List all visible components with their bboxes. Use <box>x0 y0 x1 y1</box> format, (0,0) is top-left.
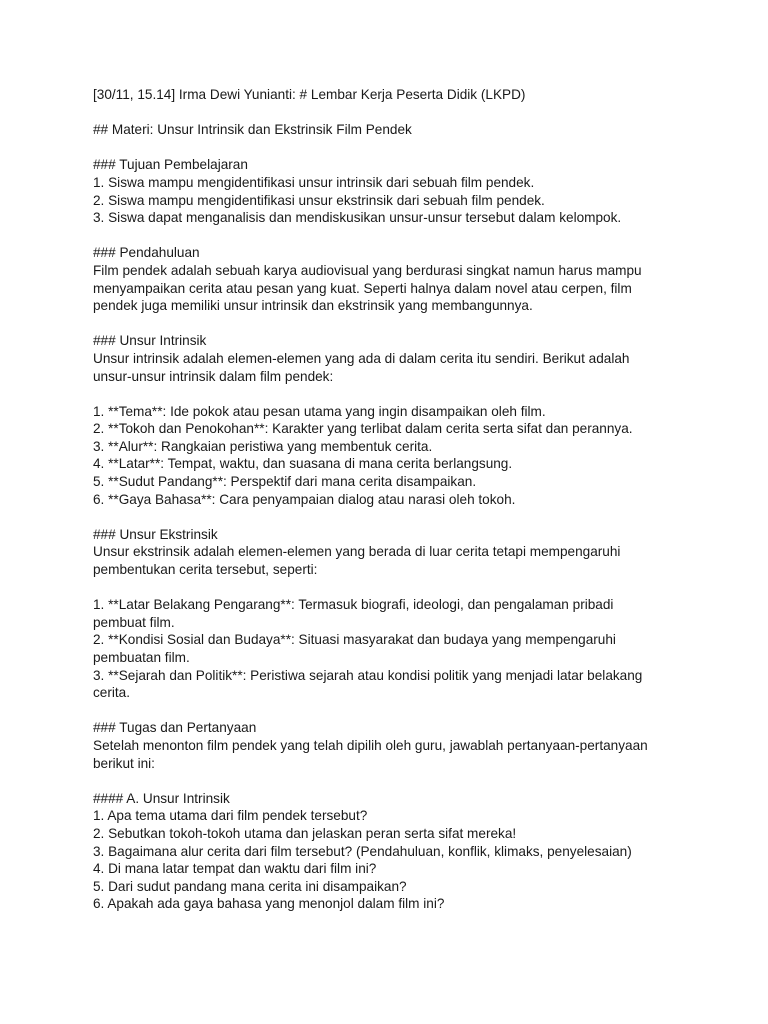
question-item: 4. Di mana latar tempat dan waktu dari film ini? <box>93 861 377 877</box>
spacer <box>93 579 693 597</box>
question-item: 1. Apa tema utama dari film pendek tersebut? <box>93 808 368 824</box>
ekstrinsik-item: 1. **Latar Belakang Pengarang**: Termasuk biografi, ideologi, dan pengalaman pribadi <box>93 597 614 613</box>
spacer <box>93 385 693 403</box>
tujuan-item: 2. Siswa mampu mengidentifikasi unsur ekstrinsik dari sebuah film pendek. <box>93 192 545 208</box>
ekstrinsik-item: pembuatan film. <box>93 650 190 665</box>
document-page <box>93 86 693 913</box>
question-item: 2. Sebutkan tokoh-tokoh utama dan jelaskan peran serta sifat mereka! <box>93 825 517 841</box>
ekstrinsik-intro: pembentukan cerita tersebut, seperti: <box>93 562 318 578</box>
question-item: 5. Dari sudut pandang mana cerita ini disampaikan? <box>93 878 407 894</box>
pendahuluan-heading: ### Pendahuluan <box>93 245 200 261</box>
header-line: [30/11, 15.14] Irma Dewi Yunianti: # Lembar Kerja Peserta Didik (LKPD) <box>93 87 526 102</box>
pendahuluan-text: menyampaikan cerita atau pesan yang kuat. Seperti halnya dalam novel atau cerpen, film <box>93 280 632 296</box>
spacer <box>93 104 693 122</box>
spacer <box>93 315 693 333</box>
materi-heading: ## Materi: Unsur Intrinsik dan Ekstrinsik Film Pendek <box>93 122 412 138</box>
intrinsik-item: 3. **Alur**: Rangkaian peristiwa yang membentuk cerita. <box>93 438 433 454</box>
intrinsik-heading: ### Unsur Intrinsik <box>93 333 207 349</box>
tugas-intro: berikut ini: <box>93 755 155 771</box>
question-item: 3. Bagaimana alur cerita dari film tersebut? (Pendahuluan, konflik, klimaks, penyelesaian) <box>93 843 632 859</box>
tugas-a-heading: #### A. Unsur Intrinsik <box>93 790 230 806</box>
intrinsik-item: 2. **Tokoh dan Penokohan**: Karakter yang terlibat dalam cerita serta sifat dan perannya. <box>93 421 633 437</box>
spacer <box>93 702 693 720</box>
tujuan-item: 3. Siswa dapat menganalisis dan mendiskusikan unsur-unsur tersebut dalam kelompok. <box>93 210 622 226</box>
pendahuluan-text: pendek juga memiliki unsur intrinsik dan ekstrinsik yang membangunnya. <box>93 298 533 314</box>
ekstrinsik-item: pembuat film. <box>93 614 175 630</box>
spacer <box>93 772 693 790</box>
pendahuluan-text: Film pendek adalah sebuah karya audiovisual yang berdurasi singkat namun harus mampu <box>93 262 642 278</box>
tugas-heading: ### Tugas dan Pertanyaan <box>93 720 257 736</box>
intrinsik-item: 1. **Tema**: Ide pokok atau pesan utama yang ingin disampaikan oleh film. <box>93 403 546 419</box>
intrinsik-item: 6. **Gaya Bahasa**: Cara penyampaian dialog atau narasi oleh tokoh. <box>93 491 516 507</box>
ekstrinsik-intro: Unsur ekstrinsik adalah elemen-elemen yang berada di luar cerita tetapi mempengaruhi <box>93 544 621 560</box>
intrinsik-intro: Unsur intrinsik adalah elemen-elemen yang ada di dalam cerita itu sendiri. Berikut adalah <box>93 350 630 366</box>
ekstrinsik-item: 2. **Kondisi Sosial dan Budaya**: Situasi masyarakat dan budaya yang mempengaruhi <box>93 632 616 648</box>
ekstrinsik-item: 3. **Sejarah dan Politik**: Peristiwa sejarah atau kondisi politik yang menjadi latar belakang <box>93 667 643 683</box>
tujuan-item: 1. Siswa mampu mengidentifikasi unsur intrinsik dari sebuah film pendek. <box>93 174 535 190</box>
spacer <box>93 508 693 526</box>
intrinsik-intro: unsur-unsur intrinsik dalam film pendek: <box>93 368 334 384</box>
intrinsik-item: 4. **Latar**: Tempat, waktu, dan suasana di mana cerita berlangsung. <box>93 456 513 472</box>
ekstrinsik-heading: ### Unsur Ekstrinsik <box>93 526 218 542</box>
ekstrinsik-item: cerita. <box>93 685 131 701</box>
tugas-intro: Setelah menonton film pendek yang telah dipilih oleh guru, jawablah pertanyaan-pertanyaan <box>93 737 648 753</box>
spacer <box>93 227 693 245</box>
tujuan-heading: ### Tujuan Pembelajaran <box>93 157 248 173</box>
question-item: 6. Apakah ada gaya bahasa yang menonjol dalam film ini? <box>93 896 445 912</box>
spacer <box>93 139 693 157</box>
intrinsik-item: 5. **Sudut Pandang**: Perspektif dari mana cerita disampaikan. <box>93 474 477 490</box>
